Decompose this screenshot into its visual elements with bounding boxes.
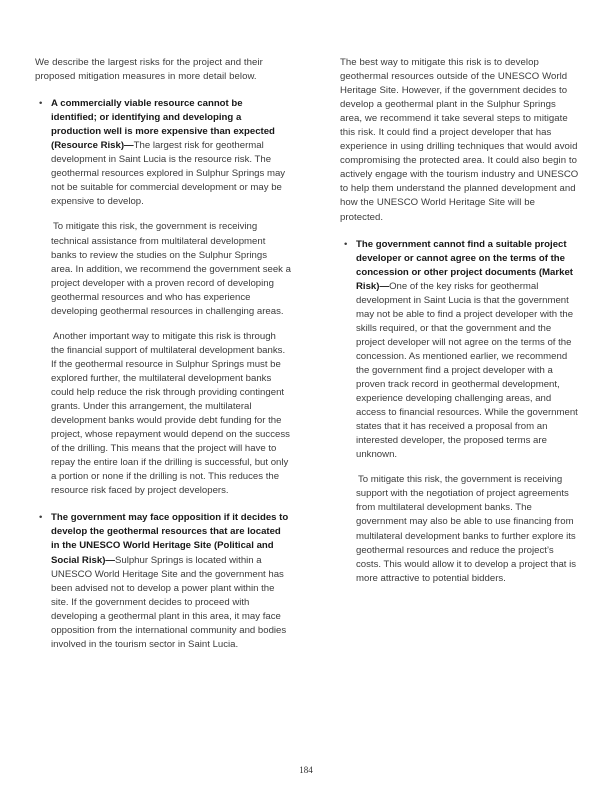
bullet-heading: A commercially viable resource cannot be identified; or identifying and developing a production well is more expensive than expected (Resource Risk) bbox=[51, 98, 275, 152]
bullet-dot-icon: • bbox=[39, 98, 43, 110]
bullet-body bbox=[51, 97, 291, 209]
bullet-body bbox=[51, 511, 291, 651]
bullet-em-dash: — bbox=[379, 280, 390, 292]
bullet-lead-text: One of the key risks for geothermal development in Saint Lucia is that the government may not be able to find a project developer with the skills required, or that the government and the project developer will not agree on the terms of the concession. As mentioned earlier, we recommend the government find a project developer with a proven track record in geothermal development, experience developing challenging areas, and access to financial resources. While the government states that it has received a proposal from an interested developer, the proposed terms are unknown. bbox=[356, 280, 578, 461]
bullet-heading: The government may face opposition if it decides to develop the geothermal resources that are located in the UNESCO World Heritage Site (Political and Social Risk) bbox=[51, 512, 289, 566]
bullet-dot-icon: • bbox=[39, 512, 43, 524]
left-column bbox=[35, 56, 291, 652]
bullet-sub-paragraph: To mitigate this risk, the government is receiving technical assistance from multilateral development banks to review the studies on the Sulphur Springs area. In addition, we recommend the government seek a project developer with a proven record of developing geothermal resources and who has experience developing geothermal resources in challenging areas. bbox=[51, 221, 291, 317]
intro-paragraph: We describe the largest risks for the project and their proposed mitigation measures in more detail below. bbox=[35, 57, 263, 83]
bullet-em-dash: — bbox=[124, 140, 134, 152]
left-bullet-list bbox=[35, 97, 291, 652]
list-item bbox=[35, 97, 291, 498]
list-item bbox=[340, 238, 579, 586]
right-bullet-list bbox=[340, 238, 579, 586]
bullet-em-dash: — bbox=[105, 554, 115, 566]
bullet-heading: The government cannot find a suitable project developer or cannot agree on the terms of the concession or other project documents (Market Risk) bbox=[356, 238, 573, 292]
bullet-lead-text: The largest risk for geothermal development in Saint Lucia is the resource risk. The geothermal resources explored in Sulphur Springs may not be suitable for commercial development or may be expensive to develop. bbox=[51, 140, 286, 208]
bullet-lead-text: Sulphur Springs is located within a UNESCO World Heritage Site and the government has been advised not to develop a power plant within the site. If the government decides to proceed with developing a geothermal plant in this area, it may face opposition from the international community and bodies involved in the tourism sector in Saint Lucia. bbox=[51, 554, 287, 650]
bullet-dot-icon: • bbox=[344, 238, 348, 250]
bullet-sub-paragraph: To mitigate this risk, the government is receiving support with the negotiation of project agreements from multilateral development banks. The government may also be able to use financing from multilateral development banks to further explore its geothermal resources and reduce the project’s costs. This would allow it to develop a project that is more attractive to potential bidders. bbox=[356, 474, 577, 584]
bullet-body bbox=[356, 238, 579, 463]
right-column bbox=[340, 56, 579, 586]
bullet-sub-paragraph: Another important way to mitigate this risk is through the financial support of multilateral development banks. If the geothermal resource in Sulphur Springs must be explored further, the multilateral development banks could help reduce the risk through providing contingent grants. Under this arrangement, the multilateral development banks would provide debt funding for the project, whose repayment would depend on the success of the drilling. This means that the project will have to repay the entire loan if the drilling is successful, but only a portion or none if the drilling is not. This reduces the resource risk faced by project developers. bbox=[51, 330, 290, 497]
continuation-paragraph: The best way to mitigate this risk is to develop geothermal resources outside of the UNESCO World Heritage Site. However, if the government decides to develop a geothermal plant in the Sulphur Springs area, we recommend it take several steps to mitigate this risk. It could find a project developer that has experience in using drilling techniques that would avoid compromising the protected area. It could also begin to actively engage with the tourism industry and UNESCO to help them understand the planned development and how the UNESCO World Heritage Site will be protected. bbox=[340, 57, 579, 223]
list-item bbox=[35, 511, 291, 651]
page-number: 184 bbox=[299, 765, 313, 775]
